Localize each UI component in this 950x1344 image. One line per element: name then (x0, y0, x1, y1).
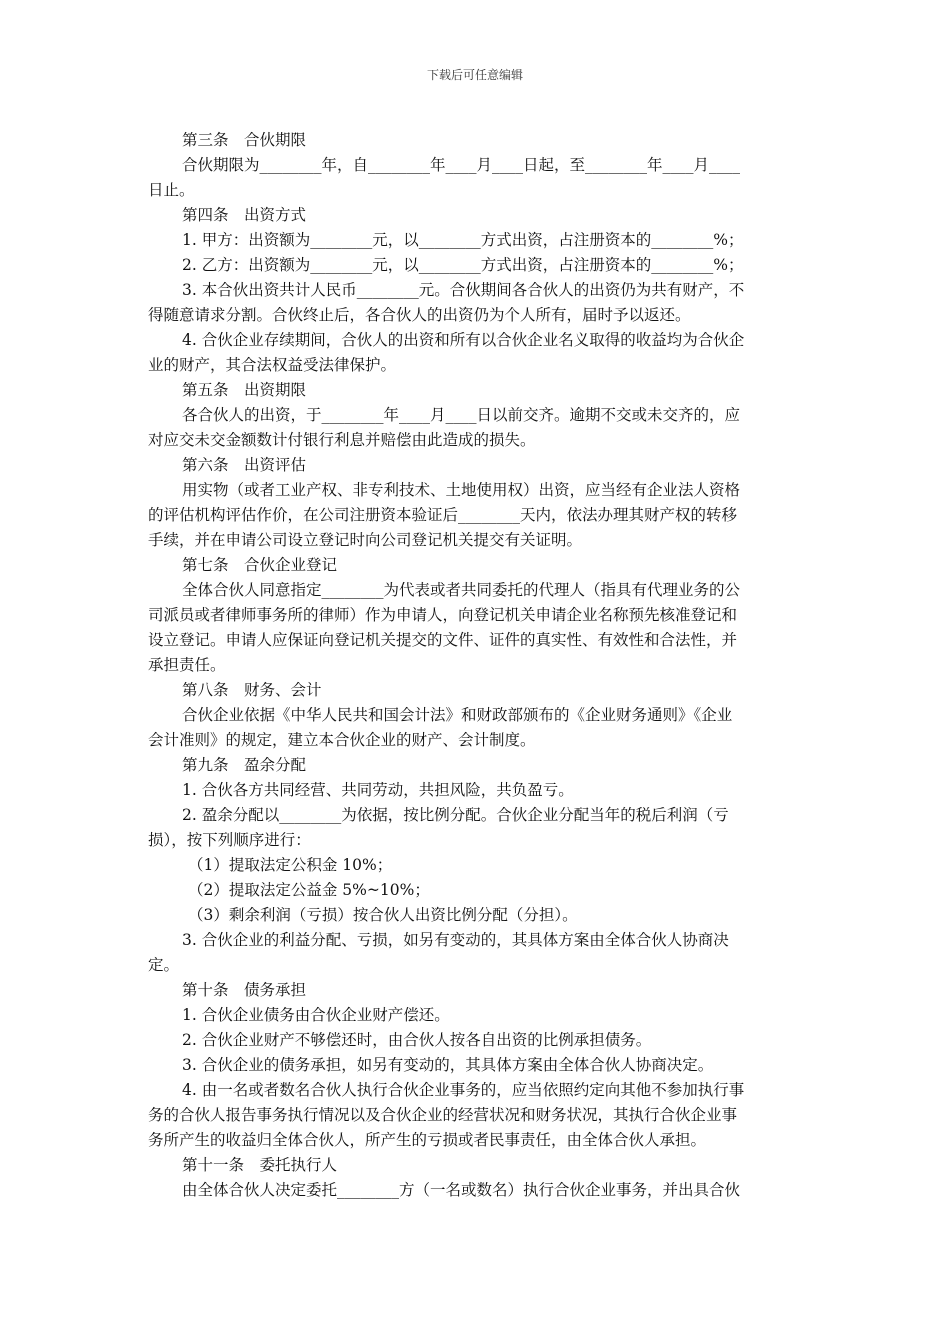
document-body (148, 128, 808, 1203)
article-4-heading: 第四条 出资方式 (182, 206, 307, 224)
paragraph-line: 设立登记。申请人应保证向登记机关提交的文件、证件的真实性、有效性和合法性，并 (148, 631, 738, 649)
list-item: （3）剩余利润（亏损）按合伙人出资比例分配（分担）。 (188, 906, 578, 924)
paragraph-line: 各合伙人的出资，于________年____月____日以前交齐。逾期不交或未交齐的，应 (182, 406, 741, 424)
article-8-heading: 第八条 财务、会计 (182, 681, 322, 699)
paragraph-line: 用实物（或者工业产权、非专利技术、土地使用权）出资，应当经有企业法人资格 (182, 481, 741, 499)
paragraph-line: 务所产生的收益归全体合伙人，所产生的亏损或者民事责任，由全体合伙人承担。 (148, 1131, 707, 1149)
paragraph-line: 由全体合伙人决定委托________方（一名或数名）执行合伙企业事务，并出具合伙 (182, 1181, 741, 1199)
paragraph-line: 日止。 (148, 181, 195, 199)
paragraph-line: 3. 合伙企业的债务承担，如另有变动的，其具体方案由全体合伙人协商决定。 (182, 1056, 714, 1074)
paragraph-line: 手续，并在申请公司设立登记时向公司登记机关提交有关证明。 (148, 531, 583, 549)
paragraph-line: 2. 合伙企业财产不够偿还时，由合伙人按各自出资的比例承担债务。 (182, 1031, 652, 1049)
paragraph-line: 承担责任。 (148, 656, 226, 674)
paragraph-line: 2. 盈余分配以________为依据，按比例分配。合伙企业分配当年的税后利润（亏 (182, 806, 729, 824)
article-3-heading: 第三条 合伙期限 (182, 131, 307, 149)
paragraph-line: 1. 甲方：出资额为________元，以________方式出资，占注册资本的________%； (182, 231, 744, 249)
paragraph-line: 1. 合伙各方共同经营、共同劳动，共担风险，共负盈亏。 (182, 781, 574, 799)
paragraph-line: 业的财产，其合法权益受法律保护。 (148, 356, 397, 374)
paragraph-line: 3. 本合伙出资共计人民币________元。合伙期间各合伙人的出资仍为共有财产，不 (182, 281, 745, 299)
list-item: （1）提取法定公积金 10%； (188, 856, 393, 874)
paragraph-line: 全体合伙人同意指定________为代表或者共同委托的代理人（指具有代理业务的公 (182, 581, 741, 599)
paragraph-line: 务的合伙人报告事务执行情况以及合伙企业的经营状况和财务状况，其执行合伙企业事 (148, 1106, 738, 1124)
paragraph-line: 4. 合伙企业存续期间，合伙人的出资和所有以合伙企业名义取得的收益均为合伙企 (182, 331, 745, 349)
article-6-heading: 第六条 出资评估 (182, 456, 307, 474)
paragraph-line: 合伙企业依据《中华人民共和国会计法》和财政部颁布的《企业财务通则》《企业 (182, 706, 733, 724)
paragraph-line: 3. 合伙企业的利益分配、亏损，如另有变动的，其具体方案由全体合伙人协商决 (182, 931, 729, 949)
list-item: （2）提取法定公益金 5%~10%； (188, 881, 430, 899)
paragraph-line: 定。 (148, 956, 180, 974)
article-11-heading: 第十一条 委托执行人 (182, 1156, 338, 1174)
article-5-heading: 第五条 出资期限 (182, 381, 307, 399)
paragraph-line: 对应交未交金额数计付银行利息并赔偿由此造成的损失。 (148, 431, 536, 449)
article-10-heading: 第十条 债务承担 (182, 981, 307, 999)
paragraph-line: 1. 合伙企业债务由合伙企业财产偿还。 (182, 1006, 450, 1024)
article-7-heading: 第七条 合伙企业登记 (182, 556, 338, 574)
paragraph-line: 得随意请求分割。合伙终止后，各合伙人的出资仍为个人所有，届时予以返还。 (148, 306, 691, 324)
paragraph-line: 的评估机构评估作价，在公司注册资本验证后________天内，依法办理其财产权的转移 (148, 506, 738, 524)
paragraph-line: 损），按下列顺序进行： (148, 831, 311, 849)
paragraph-line: 2. 乙方：出资额为________元，以________方式出资，占注册资本的________%； (182, 256, 744, 274)
paragraph-line: 4. 由一名或者数名合伙人执行合伙企业事务的，应当依照约定向其他不参加执行事 (182, 1081, 745, 1099)
paragraph-line: 司派员或者律师事务所的律师）作为申请人，向登记机关申请企业名称预先核准登记和 (148, 606, 738, 624)
page-header-watermark: 下载后可任意编辑 (426, 68, 523, 82)
paragraph-line: 会计准则》的规定，建立本合伙企业的财产、会计制度。 (148, 731, 536, 749)
article-9-heading: 第九条 盈余分配 (182, 756, 307, 774)
paragraph-line: 合伙期限为________年，自________年____月____日起，至________年____月____ (182, 156, 741, 174)
